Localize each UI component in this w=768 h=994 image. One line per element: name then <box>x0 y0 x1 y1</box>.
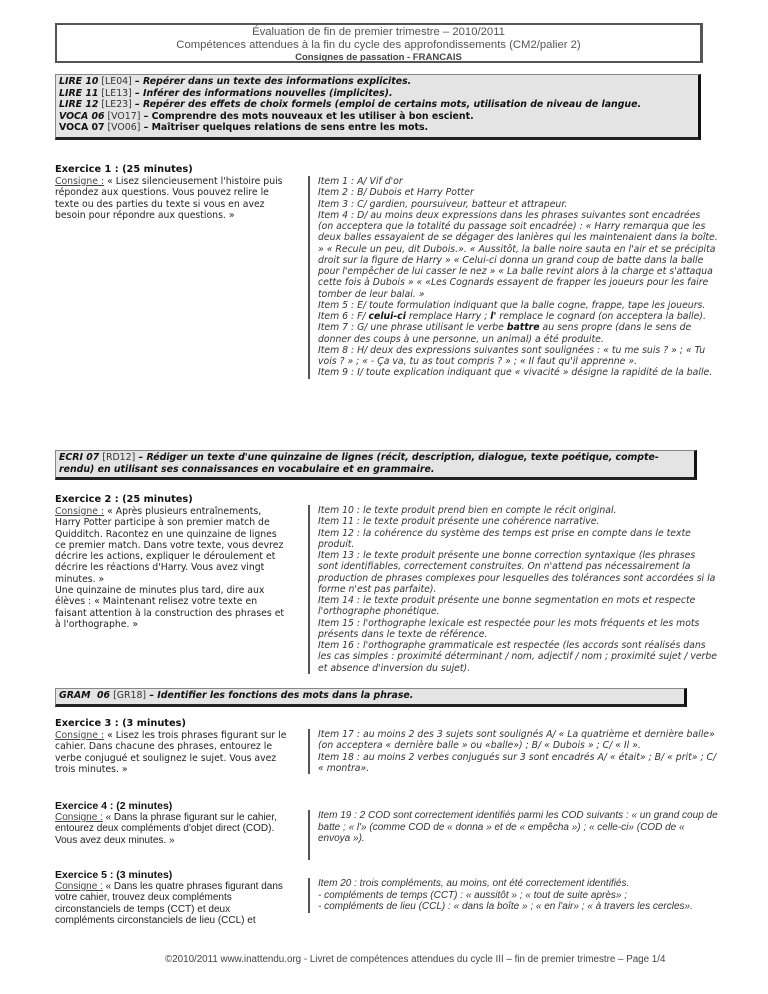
exercice-1-instructions <box>55 164 287 221</box>
item-keyword: celui-ci <box>368 311 406 322</box>
item-20-cct: - compléments de temps (CCT) : « aussitôt » ; « tout de suite après» ; <box>318 889 628 901</box>
item-9: Item 9 : I/ toute explication indiquant que « vivacité » désigne la rapidité de la balle. <box>318 367 713 379</box>
item-13: Item 13 : le texte produit présente une bonne correction syntaxique (les phrases sont identifiables, correctement construites. On n'attend pas nécessairement la production de phrases complexes pour lesquelles des tolérances sont accordées si la forme n'est pas parfaite). <box>318 550 716 595</box>
competence-desc: – Repérer des effets de choix formels (emploi de certains mots, utilisation de niveau de langue. <box>131 99 642 110</box>
exercice-3-instructions <box>55 718 287 775</box>
competence-desc: – Identifier les fonctions des mots dans la phrase. <box>146 690 414 701</box>
header-section: Consignes de passation - FRANCAIS <box>295 52 462 63</box>
exercice-title: Exercice 1 : (25 minutes) <box>55 164 193 175</box>
header-title: Évaluation de fin de premier trimestre – 2010/2011 <box>252 26 505 38</box>
exercice-title: Exercice 3 : (3 minutes) <box>55 718 186 729</box>
item-keyword: l' <box>490 311 497 322</box>
item-text: Item 7 : G/ une phrase utilisant le verbe <box>318 322 507 334</box>
competence-desc: – Maîtriser quelques relations de sens entre les mots. <box>140 122 429 133</box>
item-5: Item 5 : E/ toute formulation indiquant que la balle cogne, frappe, tape les joueurs. <box>318 299 706 311</box>
consigne-text: « Lisez les trois phrases figurant sur le cahier. Dans chacune des phrases, entourez le verbe conjugué et soulignez le sujet. Vous avez trois minutes. » <box>55 730 287 775</box>
header-subtitle: Compétences attendues à la fin du cycle des approfondissements (CM2/palier 2) <box>176 39 581 51</box>
consigne-text: « Après plusieurs entraînements, Harry Potter participe à son premier match de Quidditch. Racontez en une quinzaine de lignes ce premier match. Dans votre texte, vous devrez décrire les actions, expliquer le déroulement et décrire les réactions d'Harry. Vous avez vingt minutes. » <box>55 506 284 585</box>
item-19: Item 19 : 2 COD sont correctement identifiés parmi les COD suivants : « un grand coup de batte ; « l'» (comme COD de « donna » et de « empêcha ») ; « celle-ci» (COD de « envoya »). <box>318 810 718 844</box>
exercice-4-items <box>308 810 718 860</box>
competence-desc: – Rédiger un texte d'une quinzaine de lignes (récit, description, dialogue, texte poétique, compte-rendu) en utilisant ses connaissances en vocabulaire et en grammaire. <box>59 452 659 475</box>
competence-ref: [LE13] <box>101 87 132 99</box>
exercice-5-instructions <box>55 869 287 926</box>
competence-code: LIRE 12 <box>59 99 99 110</box>
competence-row <box>59 111 695 123</box>
exercice-title: Exercice 4 : (2 minutes) <box>55 800 173 812</box>
competence-code: VOCA 07 <box>59 122 105 133</box>
competence-ref: [LE04] <box>101 76 132 87</box>
exercice-title: Exercice 2 : (25 minutes) <box>55 494 193 505</box>
competence-row <box>59 122 695 134</box>
exercice-3-items <box>308 729 718 774</box>
competence-desc: – Repérer dans un texte des informations explicites. <box>131 76 412 87</box>
item-text: remplace le cognard (on acceptera la balle). <box>496 311 706 322</box>
item-2: Item 2 : B/ Dubois et Harry Potter <box>318 187 474 199</box>
item-15: Item 15 : l'orthographe lexicale est respectée pour les mots fréquents et les mots présents dans le texte de référence. <box>318 617 700 640</box>
item-16: Item 16 : l'orthographe grammaticale est respectée (les accords sont réalisés dans les cas simples : proximité déterminant / nom, adjectif / nom ; proximité sujet / verbe et absence d'inversion du sujet). <box>318 640 717 674</box>
competence-code: GRAM 06 <box>59 690 111 701</box>
consigne-label: Consigne : <box>55 881 103 892</box>
exercice-title: Exercice 5 : (3 minutes) <box>55 869 173 881</box>
item-20: Item 20 : trois compléments, au moins, ont été correctement identifiés. <box>318 878 630 889</box>
competence-row <box>59 76 695 88</box>
consigne-label: Consigne : <box>55 506 105 517</box>
item-12: Item 12 : la cohérence du système des temps est prise en compte dans le texte produit. <box>318 527 691 550</box>
item-text: remplace Harry ; <box>405 311 491 322</box>
consigne-followup: Une quinzaine de minutes plus tard, dire aux élèves : « Maintenant relisez votre texte en faisant attention à la construction des phrases et à l'orthographe. » <box>55 585 285 630</box>
consigne-label: Consigne : <box>55 812 103 823</box>
competence-ref: [VO06] <box>107 122 141 133</box>
competence-box-ecriture <box>55 450 697 480</box>
item-20-ccl: - compléments de lieu (CCL) : « dans la boîte » ; « en l'air» ; « à travers les cercles». <box>318 901 693 912</box>
competence-box-grammaire <box>55 688 687 707</box>
item-8: Item 8 : H/ deux des expressions suivantes sont soulignées : « tu me suis ? » ; « Tu vois ? » ; « - Ça va, tu as tout compris ? » ; « Il faut qu'il apprenne ». <box>318 344 706 367</box>
competence-code: VOCA 06 <box>59 110 105 122</box>
item-6 <box>318 311 718 322</box>
page-footer: ©2010/2011 www.inattendu.org - Livret de compétences attendues du cycle III – fin de premier trimestre – Page 1/4 <box>165 954 666 965</box>
item-1: Item 1 : A/ Vif d'or <box>318 176 403 187</box>
item-17: Item 17 : au moins 2 des 3 sujets sont soulignés A/ « La quatrième et dernière balle» (on acceptera « dernière balle » ou «balle») ; B/ « Dubois » ; C/ « Il ». <box>318 729 715 752</box>
competence-desc: – Comprendre des mots nouveaux et les utiliser à bon escient. <box>140 110 474 122</box>
competence-ref: [RD12] <box>102 452 136 463</box>
exercice-4-instructions <box>55 800 287 846</box>
consigne-text: « Dans les quatre phrases figurant dans votre cahier, trouvez deux compléments circonstanciels de temps (CCT) et deux compléments circonstanciels de lieu (CCL) et <box>55 881 283 926</box>
competence-ref: [GR18] <box>113 690 147 701</box>
competence-code: LIRE 10 <box>59 76 99 87</box>
exercice-2-items <box>308 505 718 674</box>
item-18: Item 18 : au moins 2 verbes conjugués sur 3 sont encadrés A/ « était» ; B/ « prit» ; C/ « montra». <box>318 751 717 774</box>
exercice-5-items <box>308 878 718 913</box>
item-11: Item 11 : le texte produit présente une cohérence narrative. <box>318 516 600 528</box>
consigne-label: Consigne : <box>55 176 105 187</box>
competence-row <box>59 99 695 111</box>
consigne-label: Consigne : <box>55 730 105 741</box>
exercice-1-items <box>308 176 718 379</box>
item-text: au sens propre (dans le sens de donner des coups à une personne, un animal) a été produite. <box>318 322 692 345</box>
consigne-text: « Dans la phrase figurant sur le cahier, entourez deux compléments d'objet direct (COD). Vous avez deux minutes. » <box>55 812 277 846</box>
item-3: Item 3 : C/ gardien, poursuiveur, batteur et attrapeur. <box>318 198 568 210</box>
item-10: Item 10 : le texte produit prend bien en compte le récit original. <box>318 505 617 516</box>
item-4: Item 4 : D/ au moins deux expressions dans les phrases suivantes sont encadrées (on acceptera que la totalité du passage soit encadrée) : « Harry remarqua que les deux balles essayaient de se dégager des lanières qui les maintenaient dans la boîte. » « Recule un peu, dit Dubois.». « Aussitôt, la balle noire sauta en l'air et se précipita droit sur la figure de Harry » « Celui-ci donna un grand coup de batte dans la balle pour l'empêcher de lui casser le nez » « La balle revint alors à la charge et s'attaqua cette fois à Dubois » « «Les Cognards essayent de frapper les joueurs pour les faire tomber de leur balai. » <box>318 209 718 300</box>
consigne-text: « Lisez silencieusement l'histoire puis répondez aux questions. Vous pouvez relire le texte ou des parties du texte si vous en avez besoin pour répondre aux questions. » <box>55 176 283 221</box>
competence-row <box>59 88 695 100</box>
item-keyword: battre <box>506 322 540 334</box>
competence-code: ECRI 07 <box>59 452 100 463</box>
document-header <box>55 23 703 63</box>
competences-box-lecture <box>55 74 701 140</box>
competence-ref: [VO17] <box>107 110 141 122</box>
competence-code: LIRE 11 <box>59 87 99 99</box>
item-text: Item 6 : F/ <box>318 311 369 322</box>
exercice-2-instructions <box>55 494 287 630</box>
competence-desc: – Inférer des informations nouvelles (implicites). <box>131 87 393 99</box>
item-7 <box>318 322 718 345</box>
competence-ref: [LE23] <box>101 99 132 110</box>
item-14: Item 14 : le texte produit présente une bonne segmentation en mots et respecte l'orthographe phonétique. <box>318 595 696 618</box>
